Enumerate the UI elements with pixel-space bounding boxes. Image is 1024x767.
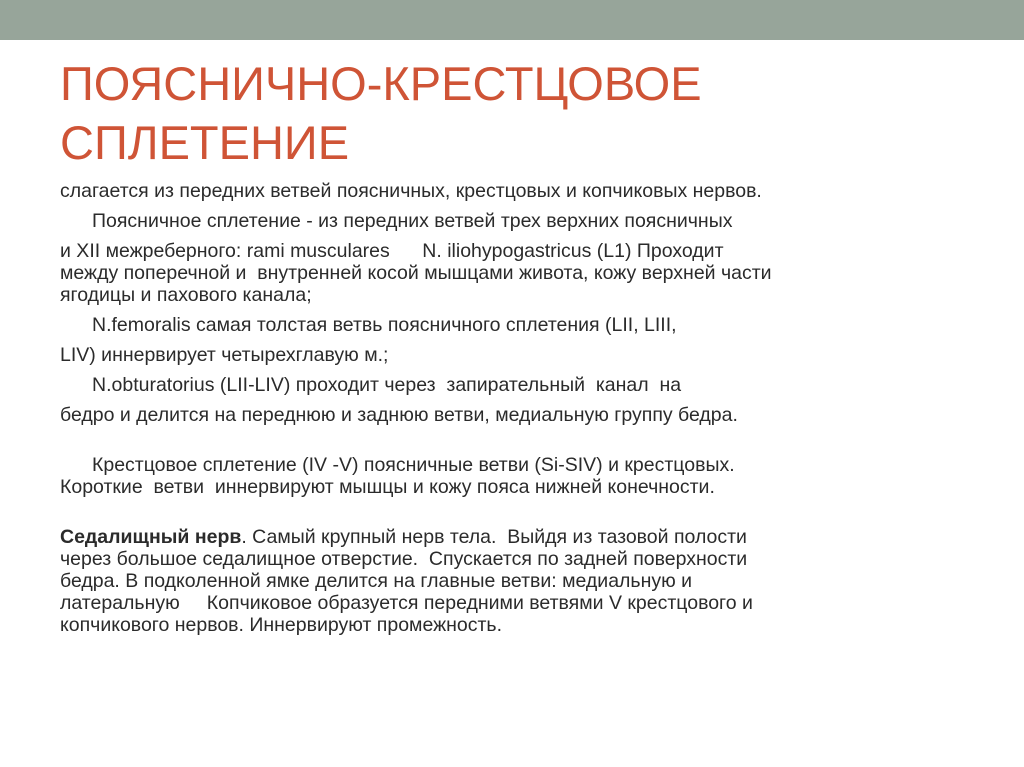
body-line-3: и XII межреберного: rami musculares N. iliohypogastricus (L1) Проходит — [60, 240, 724, 262]
top-accent-bar — [0, 0, 1024, 40]
body-line-5: ягодицы и пахового канала; — [60, 284, 312, 306]
body-line-10: Крестцовое сплетение (IV -V) поясничные ветви (Si-SIV) и крестцовых. — [92, 454, 735, 476]
body-line-12-rest: . Самый крупный нерв тела. Выйдя из тазовой полости — [241, 526, 747, 548]
body-line-12 — [60, 526, 960, 548]
slide-body — [60, 180, 960, 636]
body-line-14: бедра. В подколенной ямке делится на главные ветви: медиальную и — [60, 570, 693, 592]
body-line-2: Поясничное сплетение - из передних ветвей трех верхних поясничных — [92, 210, 733, 232]
body-line-15: латеральную Копчиковое образуется передними ветвями V крестцового и — [60, 592, 753, 614]
body-line-16: копчикового нервов. Иннервируют промежность. — [60, 614, 502, 636]
body-line-1: слагается из передних ветвей поясничных, крестцовых и копчиковых нервов. — [60, 180, 762, 202]
sciatic-nerve-term: Седалищный нерв — [60, 526, 242, 548]
body-line-4: между поперечной и внутренней косой мышцами живота, кожу верхней части — [60, 262, 772, 284]
title-line-2: СПЛЕТЕНИЕ — [60, 116, 350, 169]
body-line-9: бедро и делится на переднюю и заднюю ветви, медиальную группу бедра. — [60, 404, 738, 426]
title-line-1: ПОЯСНИЧНО-КРЕСТЦОВОЕ — [60, 57, 702, 110]
body-line-7: LIV) иннервирует четырехглавую м.; — [60, 344, 389, 366]
body-line-8: N.obturatorius (LII-LIV) проходит через запирательный канал на — [92, 374, 682, 396]
slide-title — [60, 54, 960, 172]
body-line-6: N.femoralis самая толстая ветвь поясничного сплетения (LII, LIII, — [92, 314, 677, 336]
body-line-11: Короткие ветви иннервируют мышцы и кожу пояса нижней конечности. — [60, 476, 715, 498]
body-line-13: через большое седалищное отверстие. Спускается по задней поверхности — [60, 548, 748, 570]
